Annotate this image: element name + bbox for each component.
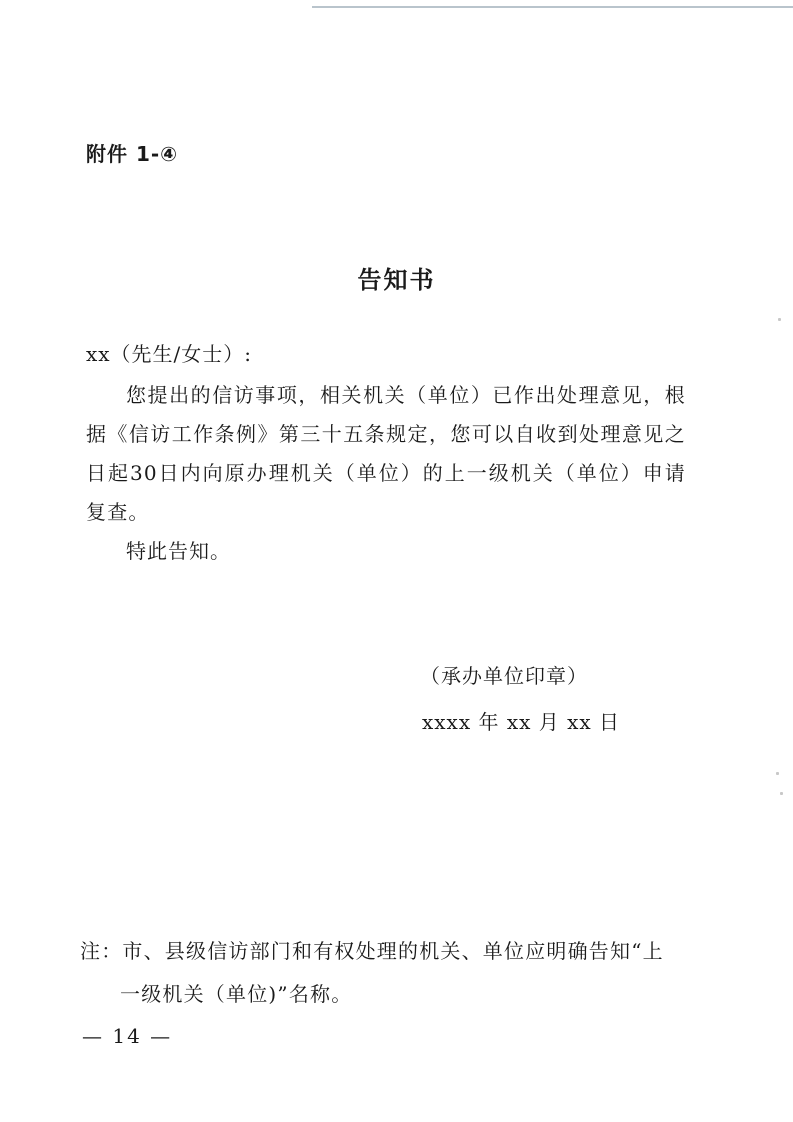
closing-line: 特此告知。 <box>126 539 231 563</box>
page-number: — 14 — <box>82 1024 173 1048</box>
scan-top-edge-line <box>312 6 793 8</box>
scan-speck <box>778 318 781 321</box>
footnote <box>80 930 700 1016</box>
attachment-label: 附件 1-④ <box>86 142 179 166</box>
footnote-line-2: 一级机关（单位)”名称。 <box>120 982 353 1006</box>
scan-speck <box>780 792 783 795</box>
footnote-line-1: 注：市、县级信访部门和有权处理的机关、单位应明确告知“上 <box>80 939 664 963</box>
seal-placeholder: （承办单位印章） <box>420 664 588 688</box>
body-paragraph: 您提出的信访事项，相关机关（单位）已作出处理意见，根据《信访工作条例》第三十五条规定，您可以自收到处理意见之日起30日内向原办理机关（单位）的上一级机关（单位）申请复查。 <box>86 383 686 524</box>
document-title: 告知书 <box>357 266 436 294</box>
salutation: xx（先生/女士）: <box>86 342 253 366</box>
date-line: xxxx 年 xx 月 xx 日 <box>422 710 621 734</box>
scan-speck <box>776 772 779 775</box>
